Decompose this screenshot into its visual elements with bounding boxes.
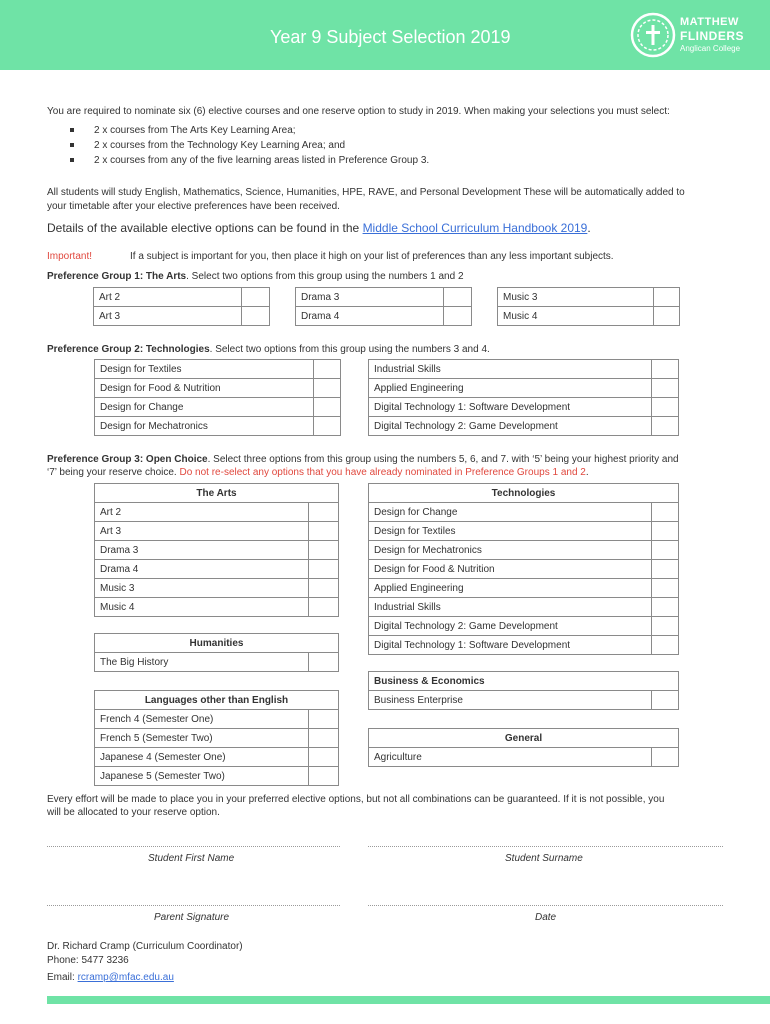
group3-warning-suffix: . — [585, 467, 589, 478]
preference-input-box[interactable] — [242, 288, 270, 307]
student-first-name-label: Student First Name — [148, 853, 235, 864]
group3-instruction-line2: ‘7’ being your reserve choice. — [47, 467, 177, 478]
preference-input-box[interactable] — [314, 417, 341, 436]
group3-warning: Do not re-select any options that you have already nominated in Preference Groups 1 and 2 — [179, 467, 586, 478]
footer-bar — [47, 996, 770, 1004]
option-label: Industrial Skills — [369, 598, 652, 617]
parent-signature-field[interactable] — [47, 905, 340, 906]
group1-heading — [47, 271, 464, 282]
option-label: Art 2 — [95, 503, 309, 522]
logo-text-college: Anglican College — [680, 44, 741, 53]
bullet-marker — [70, 143, 74, 147]
option-label: Music 4 — [498, 307, 654, 326]
contact-email-label: Email: — [47, 972, 75, 983]
date-label: Date — [535, 912, 557, 923]
group3-technologies-table — [368, 483, 679, 655]
option-label: Design for Change — [95, 398, 314, 417]
languages-table-header: Languages other than English — [95, 691, 339, 710]
preference-input-box[interactable] — [652, 541, 679, 560]
option-label: Drama 4 — [296, 307, 444, 326]
option-label: Drama 3 — [296, 288, 444, 307]
option-label: Digital Technology 1: Software Development — [369, 636, 652, 655]
preference-input-box[interactable] — [652, 560, 679, 579]
option-label: Japanese 5 (Semester Two) — [95, 767, 309, 786]
option-label: Digital Technology 2: Game Development — [369, 417, 652, 436]
option-label: Applied Engineering — [369, 579, 652, 598]
parent-signature-label: Parent Signature — [154, 912, 230, 923]
details-prefix: Details of the available elective options can be found in the — [47, 221, 360, 235]
bullet-any-area: 2 x courses from any of the five learning areas listed in Preference Group 3. — [94, 155, 430, 166]
option-label: French 5 (Semester Two) — [95, 729, 309, 748]
preference-input-box[interactable] — [309, 560, 339, 579]
option-label: Industrial Skills — [369, 360, 652, 379]
group3-instruction-line1: . Select three options from this group using the numbers 5, 6, and 7. with ‘5’ being your highest priority and — [207, 454, 679, 465]
option-label: Digital Technology 2: Game Development — [369, 617, 652, 636]
bullet-arts: 2 x courses from The Arts Key Learning Area; — [94, 125, 296, 136]
preference-input-box[interactable] — [652, 691, 679, 710]
preference-input-box[interactable] — [309, 598, 339, 617]
group1-arts-table-3 — [497, 287, 680, 326]
logo-text-matthew: MATTHEW — [680, 16, 739, 28]
preference-input-box[interactable] — [652, 417, 679, 436]
option-label: Design for Textiles — [95, 360, 314, 379]
preference-input-box[interactable] — [652, 360, 679, 379]
student-first-name-field[interactable] — [47, 846, 340, 847]
preference-input-box[interactable] — [309, 729, 339, 748]
date-field[interactable] — [368, 905, 723, 906]
contact-name: Dr. Richard Cramp (Curriculum Coordinator) — [47, 941, 243, 952]
option-label: Art 3 — [95, 522, 309, 541]
important-text: If a subject is important for you, then place it high on your list of preferences than any less important subjects. — [130, 251, 614, 262]
group1-arts-table-1 — [93, 287, 270, 326]
preference-input-box[interactable] — [309, 748, 339, 767]
preference-input-box[interactable] — [309, 767, 339, 786]
option-label: Drama 3 — [95, 541, 309, 560]
preference-input-box[interactable] — [652, 579, 679, 598]
option-label: Design for Food & Nutrition — [369, 560, 652, 579]
option-label: French 4 (Semester One) — [95, 710, 309, 729]
option-label: Design for Food & Nutrition — [95, 379, 314, 398]
details-text — [47, 221, 591, 235]
group2-heading — [47, 344, 490, 355]
group1-title: Preference Group 1: The Arts — [47, 271, 187, 282]
preference-input-box[interactable] — [309, 541, 339, 560]
group2-title: Preference Group 2: Technologies — [47, 344, 210, 355]
preference-input-box[interactable] — [314, 379, 341, 398]
bullet-technology: 2 x courses from the Technology Key Learning Area; and — [94, 140, 346, 151]
preference-input-box[interactable] — [242, 307, 270, 326]
group1-arts-table-2 — [295, 287, 472, 326]
general-table-header: General — [369, 729, 679, 748]
all-students-text-line2: your timetable after your elective preferences have been received. — [47, 201, 340, 212]
option-label: The Big History — [95, 653, 309, 672]
preference-input-box[interactable] — [314, 360, 341, 379]
preference-input-box[interactable] — [652, 503, 679, 522]
all-students-text-line1: All students will study English, Mathematics, Science, Humanities, HPE, RAVE, and Personal Development These will be automatically added to — [47, 187, 685, 198]
preference-input-box[interactable] — [652, 379, 679, 398]
preference-input-box[interactable] — [309, 710, 339, 729]
preference-input-box[interactable] — [444, 288, 472, 307]
closing-text-line1: Every effort will be made to place you in your preferred elective options, but not all combinations can be guaranteed. If it is not possible, you — [47, 794, 665, 805]
preference-input-box[interactable] — [309, 503, 339, 522]
preference-input-box[interactable] — [652, 748, 679, 767]
page-title: Year 9 Subject Selection 2019 — [270, 27, 511, 47]
option-label: Drama 4 — [95, 560, 309, 579]
group1-instruction: . Select two options from this group using the numbers 1 and 2 — [186, 271, 464, 282]
preference-input-box[interactable] — [652, 617, 679, 636]
group3-title: Preference Group 3: Open Choice — [47, 454, 208, 465]
option-label: Music 4 — [95, 598, 309, 617]
option-label: Agriculture — [369, 748, 652, 767]
college-logo — [630, 12, 770, 58]
contact-phone: Phone: 5477 3236 — [47, 955, 129, 966]
logo-text-flinders: FLINDERS — [680, 29, 744, 43]
preference-input-box[interactable] — [309, 653, 339, 672]
group2-left-table — [94, 359, 341, 436]
option-label: Business Enterprise — [369, 691, 652, 710]
preference-input-box[interactable] — [652, 398, 679, 417]
option-label: Applied Engineering — [369, 379, 652, 398]
business-table-header: Business & Economics — [369, 672, 679, 691]
option-label: Art 2 — [94, 288, 242, 307]
student-surname-field[interactable] — [368, 846, 723, 847]
closing-text-line2: will be allocated to your reserve option. — [47, 807, 220, 818]
preference-input-box[interactable] — [309, 522, 339, 541]
technologies-table-header: Technologies — [369, 484, 679, 503]
preference-input-box[interactable] — [444, 307, 472, 326]
option-label: Digital Technology 1: Software Development — [369, 398, 652, 417]
preference-input-box[interactable] — [652, 598, 679, 617]
option-label: Music 3 — [498, 288, 654, 307]
group3-business-table — [368, 671, 679, 710]
arts-table-header: The Arts — [95, 484, 339, 503]
preference-input-box[interactable] — [309, 579, 339, 598]
option-label: Design for Change — [369, 503, 652, 522]
option-label: Design for Textiles — [369, 522, 652, 541]
header-banner — [0, 0, 770, 70]
student-surname-label: Student Surname — [505, 853, 583, 864]
group3-arts-table — [94, 483, 339, 617]
preference-input-box[interactable] — [654, 307, 680, 326]
important-label: Important! — [47, 251, 93, 262]
option-label: Japanese 4 (Semester One) — [95, 748, 309, 767]
preference-input-box[interactable] — [652, 636, 679, 655]
college-emblem-icon — [630, 12, 676, 58]
group2-instruction: . Select two options from this group using the numbers 3 and 4. — [209, 344, 490, 355]
preference-input-box[interactable] — [654, 288, 680, 307]
option-label: Design for Mechatronics — [95, 417, 314, 436]
preference-input-box[interactable] — [652, 522, 679, 541]
option-label: Design for Mechatronics — [369, 541, 652, 560]
group3-languages-table — [94, 690, 339, 786]
group3-heading-line1 — [47, 454, 679, 465]
details-suffix: . — [587, 221, 591, 235]
handbook-link[interactable]: Middle School Curriculum Handbook 2019 — [362, 221, 588, 235]
contact-email-link[interactable]: rcramp@mfac.edu.au — [77, 972, 174, 983]
humanities-table-header: Humanities — [95, 634, 339, 653]
group3-general-table — [368, 728, 679, 767]
option-label: Music 3 — [95, 579, 309, 598]
group3-humanities-table — [94, 633, 339, 672]
bullet-marker — [70, 128, 74, 132]
preference-input-box[interactable] — [314, 398, 341, 417]
intro-text: You are required to nominate six (6) elective courses and one reserve option to study in 2019. When making your selections you must select: — [47, 106, 670, 117]
group3-heading-line2 — [47, 467, 589, 478]
option-label: Art 3 — [94, 307, 242, 326]
contact-email-line — [47, 972, 174, 983]
group2-right-table — [368, 359, 679, 436]
bullet-marker — [70, 158, 74, 162]
